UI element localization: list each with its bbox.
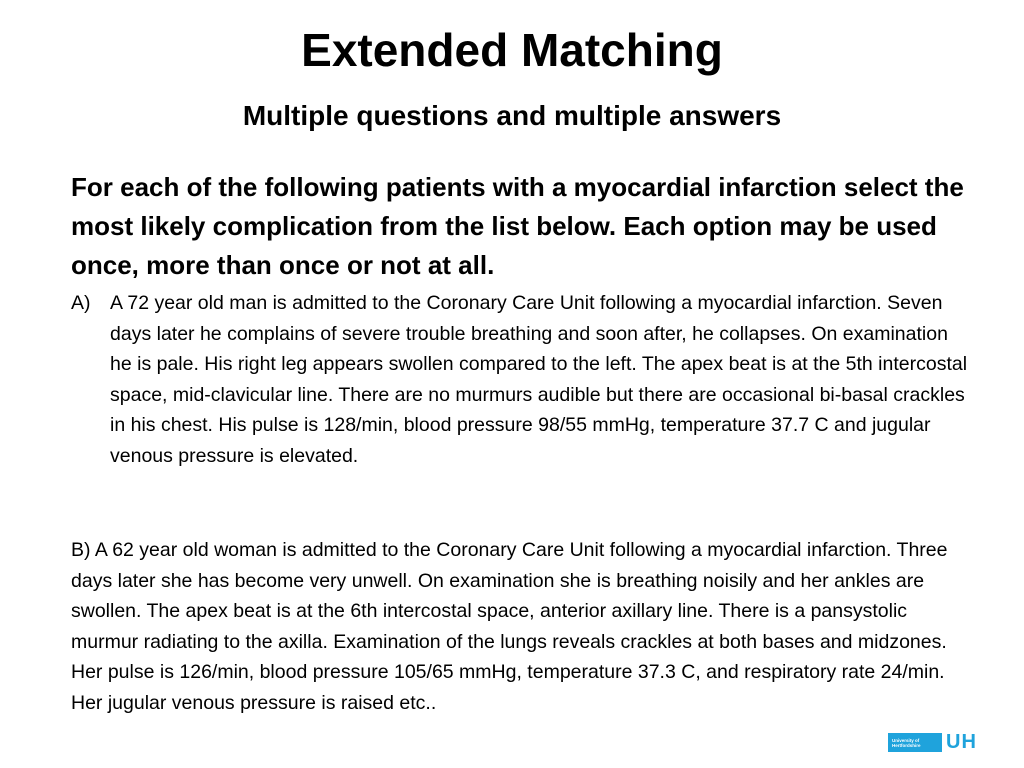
- logo-mark: UH: [946, 731, 977, 753]
- slide-title: Extended Matching: [301, 24, 723, 76]
- case-a: [71, 288, 971, 471]
- case-b-text: B) A 62 year old woman is admitted to the Coronary Care Unit following a myocardial infarction. Three days later she has become very unwell. On examination she is breathing noisily and her ankles are swollen. The apex beat is at the 6th intercostal space, anterior axillary line. There is a pansystolic murmur radiating to the axilla. Examination of the lungs reveals crackles at both bases and midzones. Her pulse is 126/min, blood pressure 105/65 mmHg, temperature 37.3 C, and respiratory rate 24/min. Her jugular venous pressure is raised etc..: [71, 539, 948, 714]
- case-a-text: A 72 year old man is admitted to the Coronary Care Unit following a myocardial infarction. Seven days later he complains of severe trouble breathing and soon after, he collapses. On examination he is pale. His right leg appears swollen compared to the left. The apex beat is at the 5th intercostal space, mid-clavicular line. There are no murmurs audible but there are occasional bi-basal crackles in his chest. His pulse is 128/min, blood pressure 98/55 mmHg, temperature 37.7 C and jugular venous pressure is elevated.: [110, 292, 968, 467]
- case-a-marker: A): [71, 292, 91, 314]
- slide-subtitle: Multiple questions and multiple answers: [242, 100, 782, 131]
- university-logo: [888, 733, 977, 752]
- logo-line-2: Hertfordshire: [892, 742, 921, 748]
- logo-line-1: University of: [892, 737, 920, 743]
- logo-wordmark-box: [888, 733, 942, 752]
- question-instructions: For each of the following patients with a myocardial infarction select the most likely complication from the list below. Each option may be used once, more than once or not at all.: [71, 172, 964, 280]
